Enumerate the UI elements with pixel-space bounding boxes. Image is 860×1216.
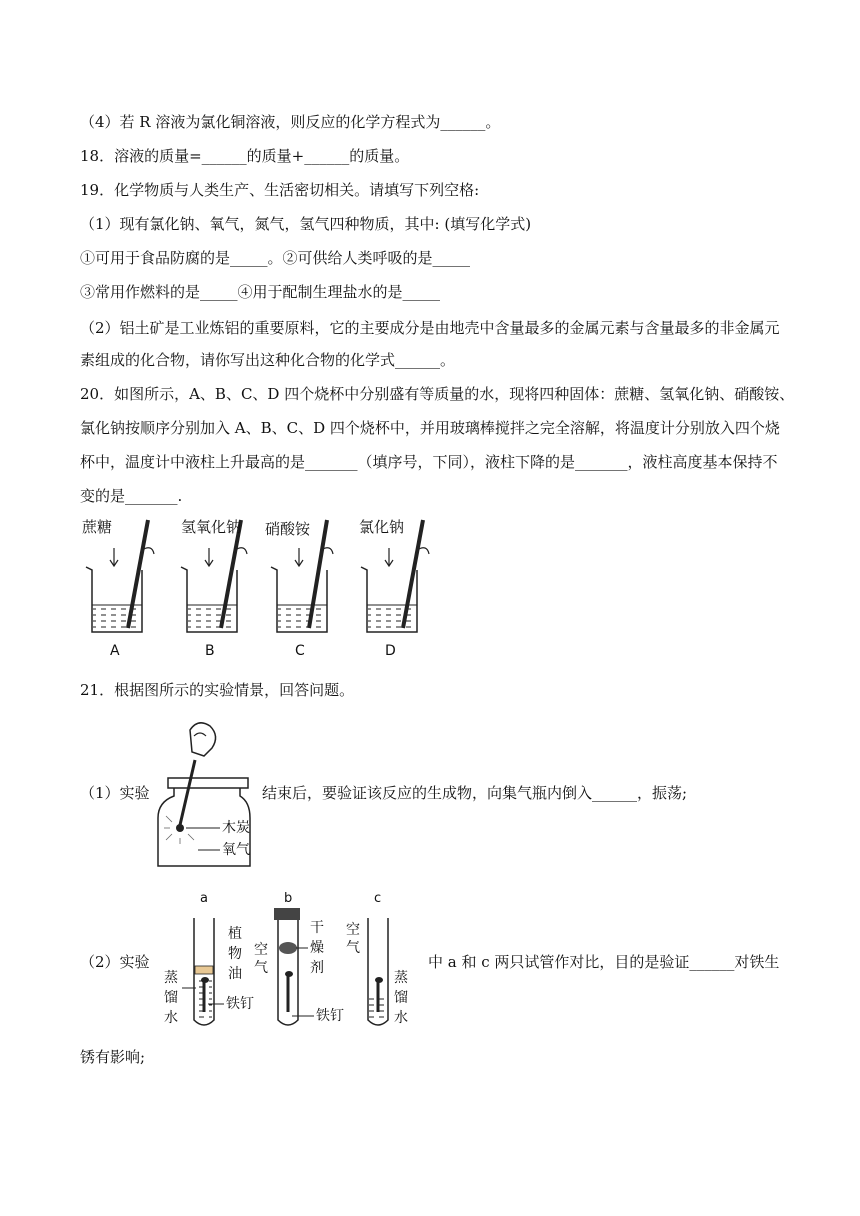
veg-oil-char-2: 物 [228,946,242,962]
beaker-d-letter: D [385,643,396,659]
air-char-b-2: 气 [254,960,268,976]
iron-rust-figure [158,888,422,1034]
q19-part2-line2: 素组成的化合物，请你写出这种化合物的化学式______。 [80,351,456,369]
veg-oil-char-3: 油 [228,966,242,982]
desiccant-char-2: 燥 [310,940,324,956]
q19-part1-a: ①可用于食品防腐的是_____。②可供给人类呼吸的是_____ [80,249,471,267]
tube-c-label: c [374,891,382,906]
q21-part2-question: 中 a 和 c 两只试管作对比，目的是验证______对铁生 [428,953,780,971]
q21-stem: 21．根据图所示的实验情景，回答问题。 [80,681,355,699]
q18: 18．溶液的质量=______的质量+______的质量。 [80,147,410,165]
beaker-a-letter: A [110,643,120,659]
q21-part1-prefix: （1）实验 [80,784,150,802]
beaker-c-letter: C [295,643,305,659]
q19-stem: 19．化学物质与人类生产、生活密切相关。请填写下列空格: [80,181,480,199]
beaker-b [181,518,247,659]
tube-a [164,891,254,1026]
tube-a-label: a [200,891,208,906]
q19-part2-line1: （2）铝土矿是工业炼铝的重要原料，它的主要成分是由地壳中含量最多的金属元素与含量最多的非金属元 [80,319,780,337]
water-char-a-2: 馏 [164,990,178,1006]
q20-line3: 杯中，温度计中液柱上升最高的是_______（填序号，下同），液柱下降的是_______，液柱高度基本保持不 [80,453,778,471]
air-char-c-2: 气 [346,940,360,956]
air-char-c-1: 空 [346,922,360,938]
tube-c [346,891,408,1026]
tube-b-label: b [284,891,293,906]
beaker-c [265,520,333,659]
q21-part2-prefix: （2）实验 [80,953,150,971]
q21-part2-end: 锈有影响; [80,1048,146,1066]
water-char-c-2: 馏 [394,990,408,1006]
beaker-b-label: 氢氧化钠 [181,518,242,536]
tube-b [254,891,344,1025]
charcoal-oxygen-figure [150,710,260,870]
beaker-d [359,518,429,659]
water-char-a-1: 蒸 [164,970,178,986]
water-char-a-3: 水 [164,1010,178,1026]
iron-nail-label-b: 铁钉 [316,1008,344,1024]
beakers-figure [70,510,450,665]
iron-nail-label-a: 铁钉 [226,996,254,1012]
water-char-c-3: 水 [394,1010,408,1026]
air-char-b-1: 空 [254,942,268,958]
q21-part1-question: 结束后，要验证该反应的生成物，向集气瓶内倒入______，振荡; [262,784,688,802]
q19-part1-b: ③常用作燃料的是_____④用于配制生理盐水的是_____ [80,283,441,301]
beaker-d-label: 氯化钠 [359,518,405,536]
beaker-a-label: 蔗糖 [82,518,113,536]
veg-oil-char-1: 植 [228,926,242,942]
q19-part1: （1）现有氯化钠、氧气，氮气，氢气四种物质，其中: (填写化学式) [80,215,532,233]
beaker-c-label: 硝酸铵 [265,520,311,538]
label-oxygen: 氧气 [222,842,250,858]
q20-line2: 氯化钠按顺序分别加入 A、B、C、D 四个烧杯中，并用玻璃棒搅拌之完全溶解，将温度计分别放入四个烧 [80,419,780,437]
beaker-b-letter: B [205,643,215,659]
water-char-c-1: 蒸 [394,970,408,986]
label-charcoal: 木炭 [222,820,250,836]
q20-line4: 变的是_______. [80,487,183,505]
q20-line1: 20．如图所示，A、B、C、D 四个烧杯中分别盛有等质量的水，现将四种固体：蔗糖、氢氧化钠、硝酸铵、 [80,385,795,403]
desiccant-char-3: 剂 [310,960,324,976]
q17-part4: （4）若 R 溶液为氯化铜溶液，则反应的化学方程式为______。 [80,113,501,131]
beaker-a [82,518,154,659]
desiccant-char-1: 干 [310,920,324,936]
